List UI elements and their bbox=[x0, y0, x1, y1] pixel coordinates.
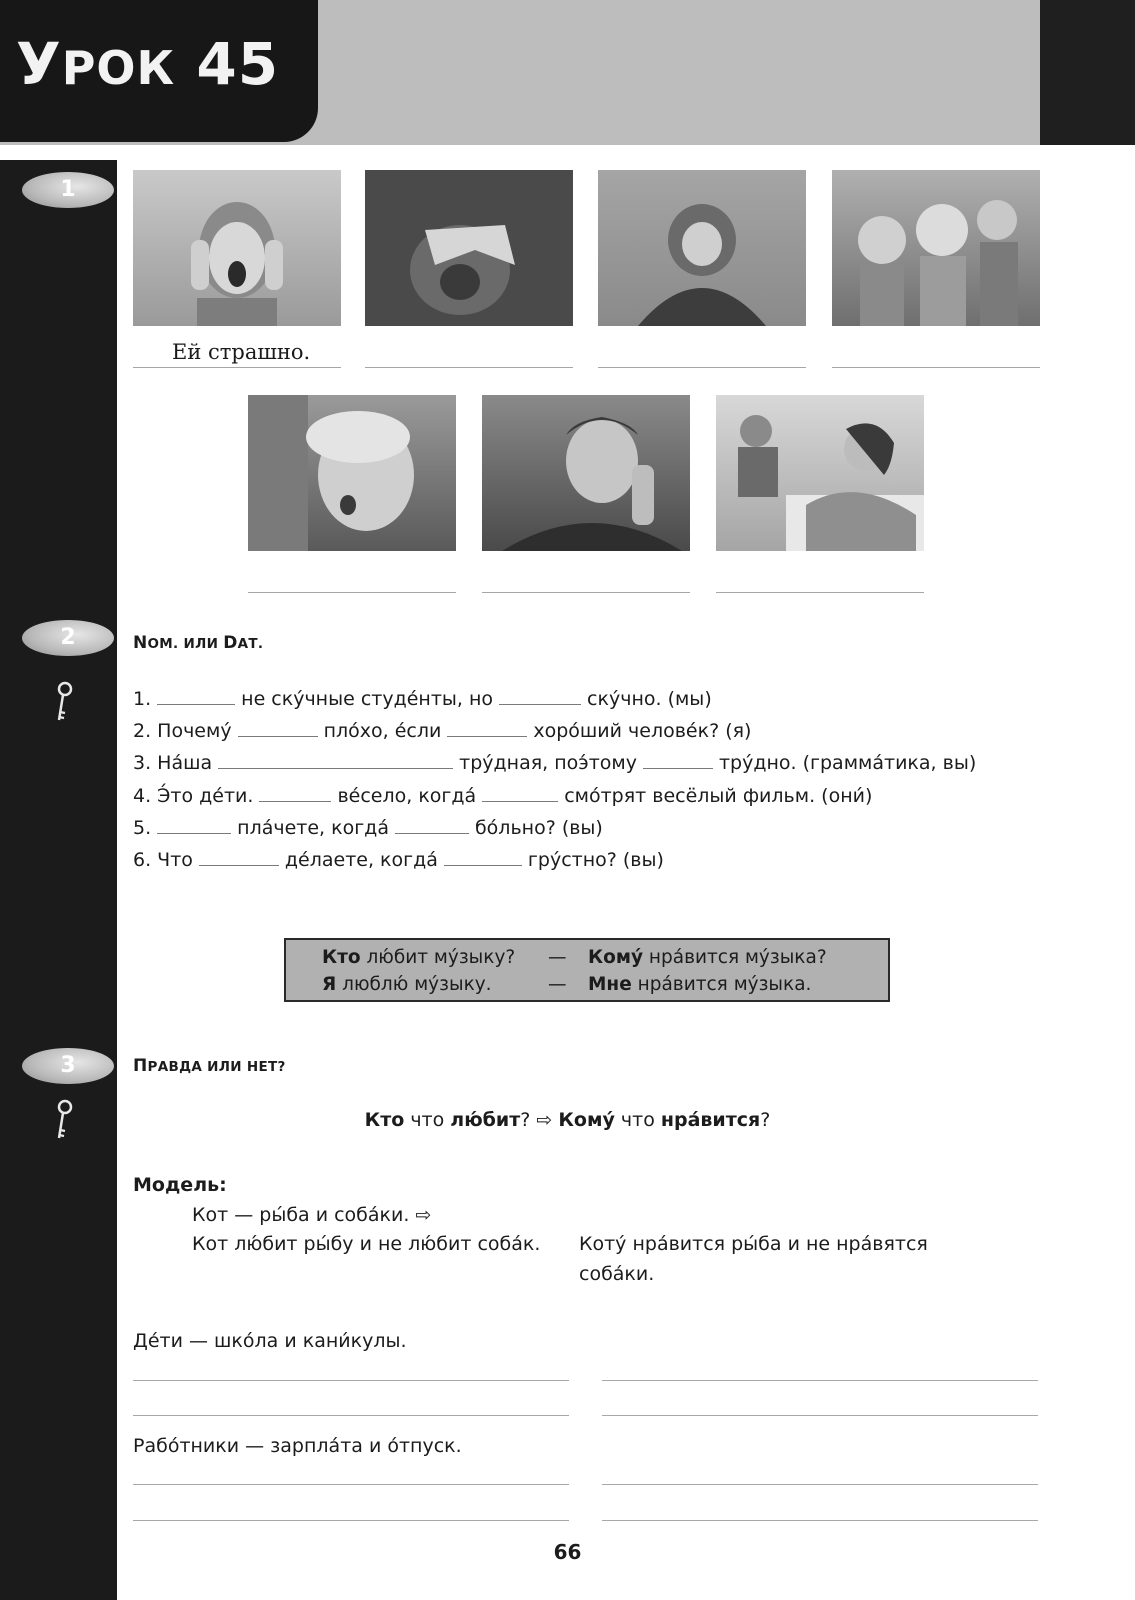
key-icon bbox=[50, 680, 80, 724]
answer-line[interactable] bbox=[365, 367, 573, 368]
answer-line bbox=[133, 367, 341, 368]
exercise-2-badge: 2 bbox=[22, 620, 114, 656]
sentence-1: 1. не ску́чные студе́нты, но ску́чно. (мы) bbox=[133, 688, 712, 710]
cold-person-in-parka-photo bbox=[598, 170, 806, 326]
grammar-row-2-left: Я люблю́ му́зыку. bbox=[322, 974, 492, 995]
model-line-2-left: Кот лю́бит ры́бу и не лю́бит соба́к. bbox=[192, 1233, 541, 1255]
sentence-3: 3. На́ша тру́дная, поэ́тому тру́дно. (грамма́тика, вы) bbox=[133, 752, 977, 774]
model-label: Модель: bbox=[133, 1174, 227, 1196]
writing-line[interactable] bbox=[602, 1484, 1038, 1485]
writing-line[interactable] bbox=[133, 1380, 569, 1381]
writing-line[interactable] bbox=[602, 1380, 1038, 1381]
left-margin-bar bbox=[0, 160, 117, 1600]
writing-line[interactable] bbox=[602, 1520, 1038, 1521]
prompt-1: Де́ти — шко́ла и кани́кулы. bbox=[133, 1330, 407, 1352]
exercise-1-badge: 1 bbox=[22, 172, 114, 208]
model-line-3: соба́ки. bbox=[579, 1263, 655, 1285]
blank[interactable] bbox=[643, 754, 713, 769]
model-line-2-right: Коту́ нра́вится ры́ба и не нра́вятся bbox=[579, 1233, 928, 1255]
answer-line[interactable] bbox=[248, 592, 456, 593]
grammar-dash: — bbox=[548, 947, 567, 968]
lesson-title: УРОК 45 bbox=[16, 30, 280, 98]
sad-couple-photo bbox=[716, 395, 924, 551]
answer-line[interactable] bbox=[716, 592, 924, 593]
blank[interactable] bbox=[499, 690, 581, 705]
grammar-row-1-left: Кто лю́бит му́зыку? bbox=[322, 947, 516, 968]
blank[interactable] bbox=[218, 754, 453, 769]
bored-man-photo bbox=[482, 395, 690, 551]
blank[interactable] bbox=[157, 690, 235, 705]
writing-line[interactable] bbox=[133, 1520, 569, 1521]
blank[interactable] bbox=[259, 787, 331, 802]
page-number: 66 bbox=[553, 1540, 582, 1564]
blank[interactable] bbox=[199, 851, 279, 866]
blank[interactable] bbox=[482, 787, 558, 802]
grammar-note-box bbox=[284, 938, 890, 1002]
model-line-1: Кот — ры́ба и соба́ки. ⇨ bbox=[192, 1204, 432, 1226]
grammar-row-1-right: Кому́ нра́вится му́зыка? bbox=[588, 947, 827, 968]
blank[interactable] bbox=[395, 819, 469, 834]
exercise-3-heading: ПРАВДА ИЛИ НЕТ? bbox=[133, 1056, 286, 1076]
surprised-child-photo bbox=[248, 395, 456, 551]
blank[interactable] bbox=[238, 722, 318, 737]
sentence-6: 6. Что де́лаете, когда́ гру́стно? (вы) bbox=[133, 849, 664, 871]
laughing-children-photo bbox=[832, 170, 1040, 326]
blank[interactable] bbox=[444, 851, 522, 866]
photo-caption: Ей страшно. bbox=[172, 340, 311, 364]
writing-line[interactable] bbox=[133, 1415, 569, 1416]
girl-screaming-photo bbox=[133, 170, 341, 326]
prompt-2: Рабо́тники — зарпла́та и о́тпуск. bbox=[133, 1435, 462, 1457]
sentence-4: 4. Э́то де́ти. ве́село, когда́ смо́трят весёлый фильм. (они́) bbox=[133, 785, 873, 807]
writing-line[interactable] bbox=[133, 1484, 569, 1485]
blank[interactable] bbox=[157, 819, 231, 834]
exercise-3-subtitle: Кто что лю́бит? ⇨ Кому́ что нра́вится? bbox=[364, 1109, 771, 1131]
writing-line[interactable] bbox=[602, 1415, 1038, 1416]
blank[interactable] bbox=[447, 722, 527, 737]
answer-line[interactable] bbox=[598, 367, 806, 368]
grammar-dash: — bbox=[548, 974, 567, 995]
sentence-5: 5. пла́чете, когда́ бо́льно? (вы) bbox=[133, 817, 603, 839]
exercise-3-badge: 3 bbox=[22, 1048, 114, 1084]
grammar-row-2-right: Мне нра́вится му́зыка. bbox=[588, 974, 812, 995]
exercise-2-heading: NОМ. ИЛИ DАТ. bbox=[133, 633, 264, 653]
answer-line[interactable] bbox=[482, 592, 690, 593]
header-right-block bbox=[1040, 0, 1135, 145]
answer-line[interactable] bbox=[832, 367, 1040, 368]
dog-with-scarf-photo bbox=[365, 170, 573, 326]
sentence-2: 2. Почему́ пло́хо, е́сли хоро́ший челове́к? (я) bbox=[133, 720, 752, 742]
